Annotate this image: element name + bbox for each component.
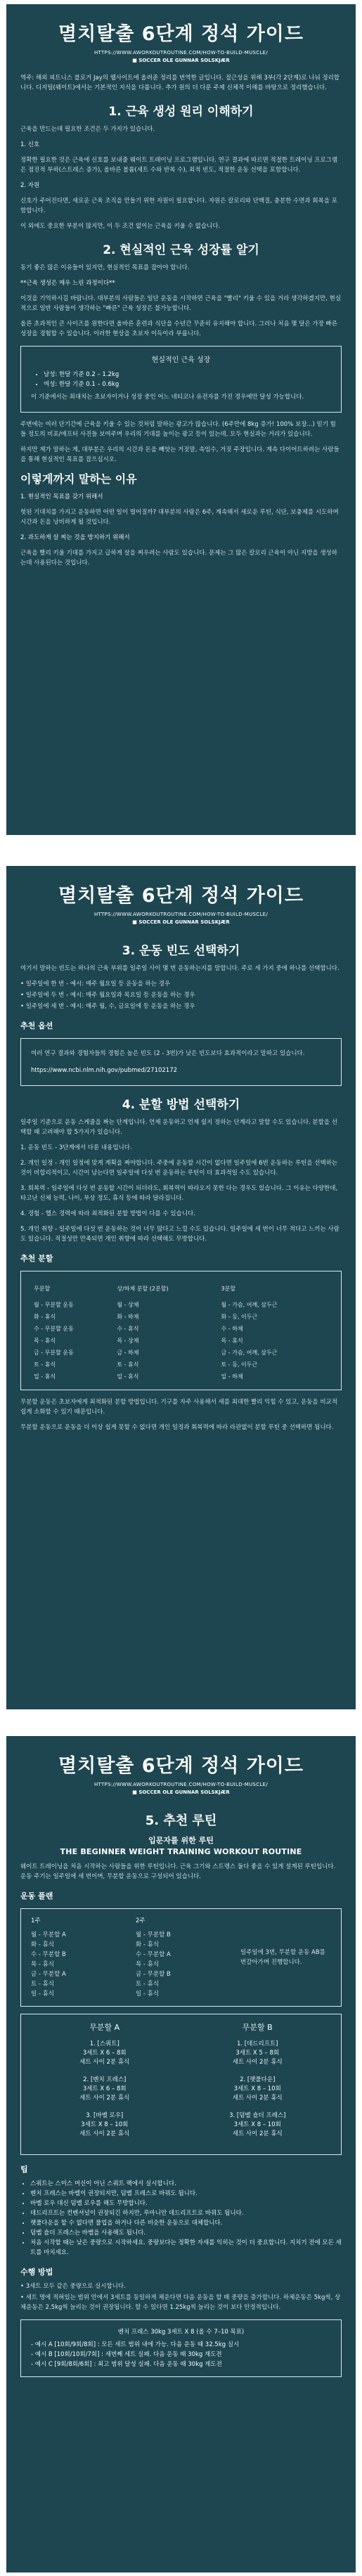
list-item: 토 - 휴식 <box>31 1981 55 1988</box>
paragraph: 2. 개인 일정 - 개인 일정에 맞게 계획을 짜야합니다. 주중에 운동할 시간이 없다면 일주일에 6번 운동하는 루틴을 선택하는 것이 비합리적이고, 시간이 남는다면 일주일에 다섯 번 운동하는 루틴이 더 효과적일 수도 있습니다. <box>20 1160 338 1177</box>
progression-title: 수행 방법 <box>20 2267 53 2277</box>
split-table <box>31 1283 331 1383</box>
paragraph: 근육을 빨리 키울 기대를 가지고 급하게 살을 찌우려는 사람도 있습니다. 문제는 그 많은 칼로리 근육이 아닌 지방을 생성하는데 사용된다는 것입니다. <box>20 550 337 567</box>
brand-credit: ■ SOCCER OLE GUNNAR SOLSKJÆR <box>132 1789 230 1795</box>
example-heading: 벤치 프레스 30kg 3세트 X 8 (올 수 7–10 목표) <box>117 2329 245 2336</box>
table-cell: 목 - 휴식 <box>221 1338 243 1344</box>
table-cell: 토 - 휴식 <box>117 1361 139 1368</box>
plan-box <box>20 1908 342 2007</box>
paragraph: 근육을 만드는데 필요한 조건은 두 가지가 있습니다. <box>20 126 155 133</box>
progression-item: • 세트 명에 적혀있는 범위 안에서 3세트를 동일하게 채운다면 다음 운동을 할 때 중량을 증가합니다. 하체운동은 5kg씩, 상체운동은 2.5kg씩 늘리는 것이 권장됩니다. 할 수 있다면 1.25kg씩 늘리는 것이 보다 안정적입니다. <box>20 2294 341 2311</box>
table-cell: 토 - 휴식 <box>34 1361 56 1368</box>
frequency-option: • 일주일에 한 번 - 예시: 매주 월요일 등 운동을 하는 경우 <box>20 980 171 988</box>
week-label: 2주 <box>136 1917 146 1924</box>
paragraph: 하지만 제가 말하는 게, 대부분은 우리의 시간과 돈을 빼앗는 거짓말, 속임수, 거짓 주장입니다. 계속 다이어트하려는 사람들을 통해 현실적인 목표를 잡으십시오. <box>20 446 340 463</box>
workout-grid <box>28 2021 334 2147</box>
workout-box <box>20 2014 342 2155</box>
section-5-title: 5. 추천 루틴 <box>145 1813 217 1828</box>
paragraph: 일주일 기준으로 운동 스케줄을 짜는 단계입니다. 언제 운동하고 언제 쉴지 정하는 단계라고 말할 수도 있습니다. 분할을 선택할 때 고려해야 할 5가지가 있습니다. <box>20 1119 337 1136</box>
table-cell: 금 - 하체 <box>117 1350 139 1356</box>
recommended-option-title: 추천 옵션 <box>20 1021 53 1030</box>
page-title: 멸치탈출 6단계 정석 가이드 <box>58 885 304 907</box>
page-title: 멸치탈출 6단계 정석 가이드 <box>58 23 304 45</box>
table-cell: 월 - 무분할 운동 <box>34 1302 74 1308</box>
plan-week-2 <box>136 1916 226 1999</box>
reference-link[interactable]: https://www.ncbi.nlm.nih.gov/pubmed/27102172 <box>31 1067 178 1074</box>
source-url[interactable]: HTTPS://WWW.AWORKOUTROUTINE.COM/HOW-TO-BUILD-MUSCLE/ <box>93 912 269 917</box>
paragraph: 신호가 주어진다면, 새로운 근육 조직을 만들기 위한 자원이 필요합니다. 자원은 칼로리와 단백질, 충분한 수면과 회복을 포함합니다. <box>20 198 337 214</box>
progression-example-box <box>20 2319 342 2377</box>
growth-rate-box <box>20 346 342 413</box>
intro-text: 역주: 해외 피트니스 블로거 Jay의 웹사이트에 올려준 정리를 번역한 글입니다. 접근성을 위해 3부(각 2단계)로 나눠 정리합니다. 디지털(웨이트)에서는 기본적인 지식을 다룹니다. 추가 원의 더 다룬 주제 신체적 이해를 바탕으로 정리했습니다. <box>20 75 340 91</box>
example-line: - 예시 C [9회/8회/6회] : 최고 범위 달성 실패. 다음 운동 때 30kg 재도전 <box>31 2361 222 2368</box>
list-item: 일 - 휴식 <box>31 1991 55 1998</box>
table-cell: 금 - 무분할 운동 <box>34 1350 74 1356</box>
list-item: • 남성: 한달 기준 0.2 – 1.2kg <box>44 370 331 380</box>
tips-title: 팁 <box>20 2165 28 2174</box>
guide-panel-3 <box>6 1736 356 2572</box>
paragraph: 이 외에도 중요한 부분이 많지만, 이 두 조건 없이는 근육을 키울 수 없습니다. <box>20 223 221 230</box>
split-table-box <box>20 1271 342 1390</box>
list-item: 금 - 무분할 B <box>136 1971 171 1978</box>
routine-subtitle: 입문자를 위한 루틴 <box>148 1836 214 1845</box>
week-label: 1주 <box>31 1917 41 1924</box>
emphasis: **근육 생성은 매우 느린 과정이다** <box>20 280 115 287</box>
paragraph: 올른 초과적인 큰 사이즈를 원한다면 올바른 훈련과 식단을 수년간 꾸준히 유지해야 합니다. 그러나 처음 몇 달은 가장 빠른 성장을 경험할 수 있습니다. 이러한 현상을 초보자 이득이라 부릅니다. <box>20 321 337 337</box>
tip-item: • 바벨 로우 대신 덤벨 로우를 해도 무방합니다. <box>30 2199 342 2208</box>
table-row <box>31 1347 331 1359</box>
paragraph: 3. 회복력 - 일주일에 다섯 번 운동할 시간이 되더라도, 회복력이 따라오지 못한 다는 경우도 있습니다. 그 이유는 다양한데, 타고난 신체 능력, 나이, 부상 정도, 휴식 등에 따라 달라집니다. <box>20 1185 338 1202</box>
table-row <box>31 1371 331 1383</box>
section-4-title: 4. 분할 방법 선택하기 <box>122 1098 240 1112</box>
table-cell: 목 - 휴식 <box>34 1338 56 1344</box>
box-note: 이 기준에서는 최대치는 초보자이거나 성장 중인 어느 네티코나 유전자를 가진 경우에만 달성 가능합니다. <box>31 394 304 401</box>
workout-b <box>181 2021 335 2147</box>
list-item: 월 - 무분할 A <box>31 1931 66 1939</box>
table-row <box>31 1311 331 1323</box>
table-cell: 일 - 휴식 <box>34 1373 56 1380</box>
paragraph: 이것을 기억하시길 바랍니다. 대부분의 사람들은 일단 운동을 시작하면 근육을 "빨리" 키울 수 있을 거라 생각하겠지만, 현실적으로 일반 사람들이 생각하는 "빠른" 근육 성장은 불가능합니다. <box>20 295 342 312</box>
panel-header <box>20 4 342 63</box>
source-url[interactable]: HTTPS://WWW.AWORKOUTROUTINE.COM/HOW-TO-BUILD-MUSCLE/ <box>93 1782 269 1787</box>
table-cell: 월 - 상체 <box>117 1302 139 1308</box>
list-heading: 1. 현실적인 목표를 갖기 위해서 <box>20 493 103 500</box>
list-heading: 1. 신호 <box>20 141 40 148</box>
section-3-title: 3. 운동 빈도 선택하기 <box>122 944 240 958</box>
paragraph: 주변에는 여러 단기간에 근육을 키울 수 있는 것처럼 말하는 광고가 많습니다. (6주만에 8kg 증가! 100% 보장...) 믿기 힘들 정도의 비포/애프터 사진들 보여주며 우리의 기대를 높이는 광고 등이 있는데, 모두 현실과는 거리가 있습니다. <box>20 421 336 438</box>
recommended-option-box <box>20 1038 342 1086</box>
paragraph: 무분할 운동은 초보자에게 최적화된 분할 방법입니다. 기구를 자주 사용해서 새를 최대한 빨리 익힐 수 있고, 운동을 비교적 쉽게 소화할 수 있기 때문입니다. <box>20 1399 337 1416</box>
table-cell: 일 - 하체 <box>221 1373 243 1380</box>
workout-a <box>28 2021 181 2147</box>
tip-item: • 덤벨 숄더 프레스는 바벨을 사용해도 됩니다. <box>30 2228 342 2238</box>
section-1-title: 1. 근육 생성 원리 이해하기 <box>108 105 254 119</box>
table-cell: 일 - 휴식 <box>117 1373 139 1380</box>
exercise: 3. [바벨 로우] 3세트 X 8 – 10회 세트 사이 2분 휴식 <box>79 2112 130 2137</box>
list-item: 수 - 무분할 B <box>31 1951 66 1958</box>
plan-note: 일주일에 3번, 무분할 운동 AB를 번갈아가며 진행합니다. <box>240 1949 325 1966</box>
column-header: 상/하체 분할 (2분할) <box>117 1286 169 1292</box>
workout-title: 무분할 B <box>242 2023 273 2032</box>
frequency-option: • 일주일에 두 번 - 예시: 매주 월요일과 목요일 등 운동을 하는 경우 <box>20 992 195 999</box>
workout-title: 무분할 A <box>89 2023 120 2032</box>
paragraph: 5. 개인 취향 - 일주일에 다섯 번 운동하는 것이 너무 많다고 느낄 수도 있습니다. 일주일에 세 번이 너무 적다고 느끼는 사람도 있습니다. 적절성만 만족되면 개인 취향에 따라 선택해도 무방합니다. <box>20 1226 340 1243</box>
tip-item: • 랫풀다운을 할 수 없다면 풀업을 하거나 다른 비슷한 운동으로 대체합니다. <box>30 2218 342 2228</box>
table-row <box>31 1299 331 1311</box>
plan-title: 운동 플랜 <box>20 1891 53 1901</box>
panel-header <box>20 866 342 925</box>
section-2-title: 2. 현실적인 근육 성장률 알기 <box>103 243 259 257</box>
table-cell: 금 - 가슴, 어깨, 삼두근 <box>221 1350 278 1356</box>
brand-credit: ■ SOCCER OLE GUNNAR SOLSKJÆR <box>132 919 230 925</box>
routine-subtitle-en: THE BEGINNER WEIGHT TRAINING WORKOUT ROUTINE <box>60 1847 302 1856</box>
table-cell: 수 - 휴식 <box>117 1326 139 1332</box>
list-item: 토 - 휴식 <box>136 1981 160 1988</box>
table-cell: 화 - 등, 이두근 <box>221 1314 258 1320</box>
list-item: 목 - 휴식 <box>31 1961 55 1968</box>
table-cell: 목 - 상체 <box>117 1338 139 1344</box>
guide-panel-2 <box>6 866 356 1709</box>
list-heading: 2. 과도하게 살 찌는 것을 방지하기 위해서 <box>20 534 130 541</box>
plan-columns <box>31 1916 331 1999</box>
table-row <box>31 1359 331 1371</box>
paragraph: 여기서 말하는 빈도는 하나의 근육 부위를 일주일 사이 몇 번 운동하는지를 말합니다. 주로 세 가지 중에 하나를 선택합니다. <box>20 965 340 972</box>
list-item: 화 - 휴식 <box>136 1941 160 1948</box>
progression-item: • 3세트 모두 같은 중량으로 실시합니다. <box>20 2283 126 2290</box>
paragraph: 여러 연구 결과와 경험자들의 경험은 높은 빈도 (2 - 3번)가 낮은 빈도보다 효과적이라고 말하고 있습니다. <box>31 1050 305 1057</box>
box-title: 현실적인 근육 성장 <box>151 356 211 364</box>
paragraph: 4. 경험 - 헬스 경력에 따라 최적화된 분할 방법이 다를 수 있습니다. <box>20 1210 195 1217</box>
list-item: 목 - 휴식 <box>136 1961 160 1968</box>
exercise: 3. [덤벨 숄더 프레스] 3세트 X 8 – 10회 세트 사이 2분 휴식 <box>229 2112 286 2137</box>
recommended-split-title: 추천 분할 <box>20 1254 53 1263</box>
table-row <box>31 1335 331 1347</box>
paragraph: 무분할 운동으로 운동을 더 이상 쉽게 못할 수 없다면 개인 일정과 회복력에 따라 라관없이 분할 루틴 중 선택하면 됩니다. <box>20 1424 334 1431</box>
tip-item: • 벤치 프레스는 바벨이 권장되지만, 덤벨 프레스로 바꿔도 됩니다. <box>30 2189 342 2199</box>
guide-panel-1 <box>6 4 356 835</box>
list-item: 수 - 무분할 A <box>136 1951 171 1958</box>
example-line: - 예시 B [10회/10회/7회] : 세번째 세트 실패. 다음 운동 때 30kg 재도전 <box>31 2351 222 2358</box>
exercise: 2. [벤치 프레스] 3세트 X 6 – 8회 세트 사이 2분 휴식 <box>79 2076 130 2102</box>
table-row <box>31 1323 331 1335</box>
list-item: 금 - 무분할 A <box>31 1971 66 1978</box>
frequency-option: • 일주일에 세 번 - 예시: 매주 월, 수, 금요일에 등 운동을 하는 경우 <box>20 1003 195 1010</box>
paragraph: 동기 좋은 많은 이유들이 있지만, 현실적인 목표를 잡아야 합니다. <box>20 264 190 271</box>
table-header-row <box>31 1283 331 1299</box>
exercise: 1. [스쿼트] 3세트 X 6 – 8회 세트 사이 2분 휴식 <box>79 2040 130 2066</box>
paragraph: 정확한 필요한 것은 근육에 신호를 보내줄 웨이트 트레이닝 프로그램입니다. 연구 결과에 따르면 적절한 트레이닝 프로그램은 점진적 부하(스트레스 증가), 올바른 볼륨(세트 수와 반복 수), 최적 빈도, 적절한 운동 선택을 포함합니다. <box>20 157 338 174</box>
list-item: 일 - 휴식 <box>136 1991 160 1998</box>
table-cell: 월 - 가슴, 어깨, 삼두근 <box>221 1302 278 1308</box>
page-title: 멸치탈출 6단계 정석 가이드 <box>58 1755 304 1777</box>
tip-item: • 데드리프트는 컨벤셔널이 권장되긴 하지만, 루마니안 데드리프트로 바꿔도 됩니다. <box>30 2208 342 2218</box>
tip-item: • 처음 시작할 때는 낮은 중량으로 시작하세요. 중량보다는 정확한 자세를 익히는 것이 더 중요합니다. 지치기 전에 모든 세트를 마치세요. <box>30 2238 342 2258</box>
source-url[interactable]: HTTPS://WWW.AWORKOUTROUTINE.COM/HOW-TO-BUILD-MUSCLE/ <box>93 50 269 56</box>
paragraph: 웨이트 트레이닝을 처음 시작하는 사람들을 위한 루틴입니다. 근육 그기와 스트렝스 둘다 좋을 수 있게 설계된 루틴입니다. 운동 주기는 일주일에 세 번이며, 무분할 운동으로 구성되어 있습니다. <box>20 1863 336 1880</box>
table-cell: 화 - 하체 <box>117 1314 139 1320</box>
table-cell: 수 - 무분할 운동 <box>34 1326 74 1332</box>
list-item: • 여성: 한달 기준 0.1 – 0.6kg <box>44 380 331 389</box>
table-cell: 화 - 휴식 <box>34 1314 56 1320</box>
table-cell: 토 - 등, 이두근 <box>221 1361 258 1368</box>
exercise: 2. [랫풀다운] 3세트 X 8 – 10회 세트 사이 2분 휴식 <box>232 2076 283 2102</box>
plan-note-col <box>240 1916 331 1999</box>
brand-credit: ■ SOCCER OLE GUNNAR SOLSKJÆR <box>132 58 230 63</box>
growth-rate-list <box>31 370 331 389</box>
subsection-title: 이렇게까지 말하는 이유 <box>20 472 137 486</box>
tip-item: • 스쿼트는 스미스 머신이 아닌 스쿼트 랙에서 실시합니다. <box>30 2179 342 2189</box>
paragraph: 1. 운동 빈도 - 3단계에서 다룬 내용입니다. <box>20 1144 132 1151</box>
plan-week-1 <box>31 1916 122 1999</box>
tips-list <box>20 2179 342 2258</box>
paragraph: 헛된 기대치를 가지고 운동하면 어떤 일이 벌어질까? 대부분의 사람은 6주, 계속해서 새로운 루틴, 식단, 보충제를 시도하며 시간과 돈을 낭비하게 될 것입니다. <box>20 509 339 526</box>
list-item: 화 - 휴식 <box>31 1941 55 1948</box>
list-item: 월 - 무분할 B <box>136 1931 171 1939</box>
panel-header <box>20 1736 342 1795</box>
column-header: 3분할 <box>221 1286 236 1292</box>
list-heading: 2. 자원 <box>20 182 40 189</box>
table-cell: 수 - 하체 <box>221 1326 243 1332</box>
exercise: 1. [데드리프트] 3세트 X 5 – 8회 세트 사이 2분 휴식 <box>232 2040 283 2066</box>
column-header: 무분할 <box>34 1286 51 1292</box>
example-line: - 예시 A [10회/9회/8회] : 모든 세트 범위 내에 가능. 다음 운동 때 32.5kg 실시 <box>31 2341 240 2348</box>
